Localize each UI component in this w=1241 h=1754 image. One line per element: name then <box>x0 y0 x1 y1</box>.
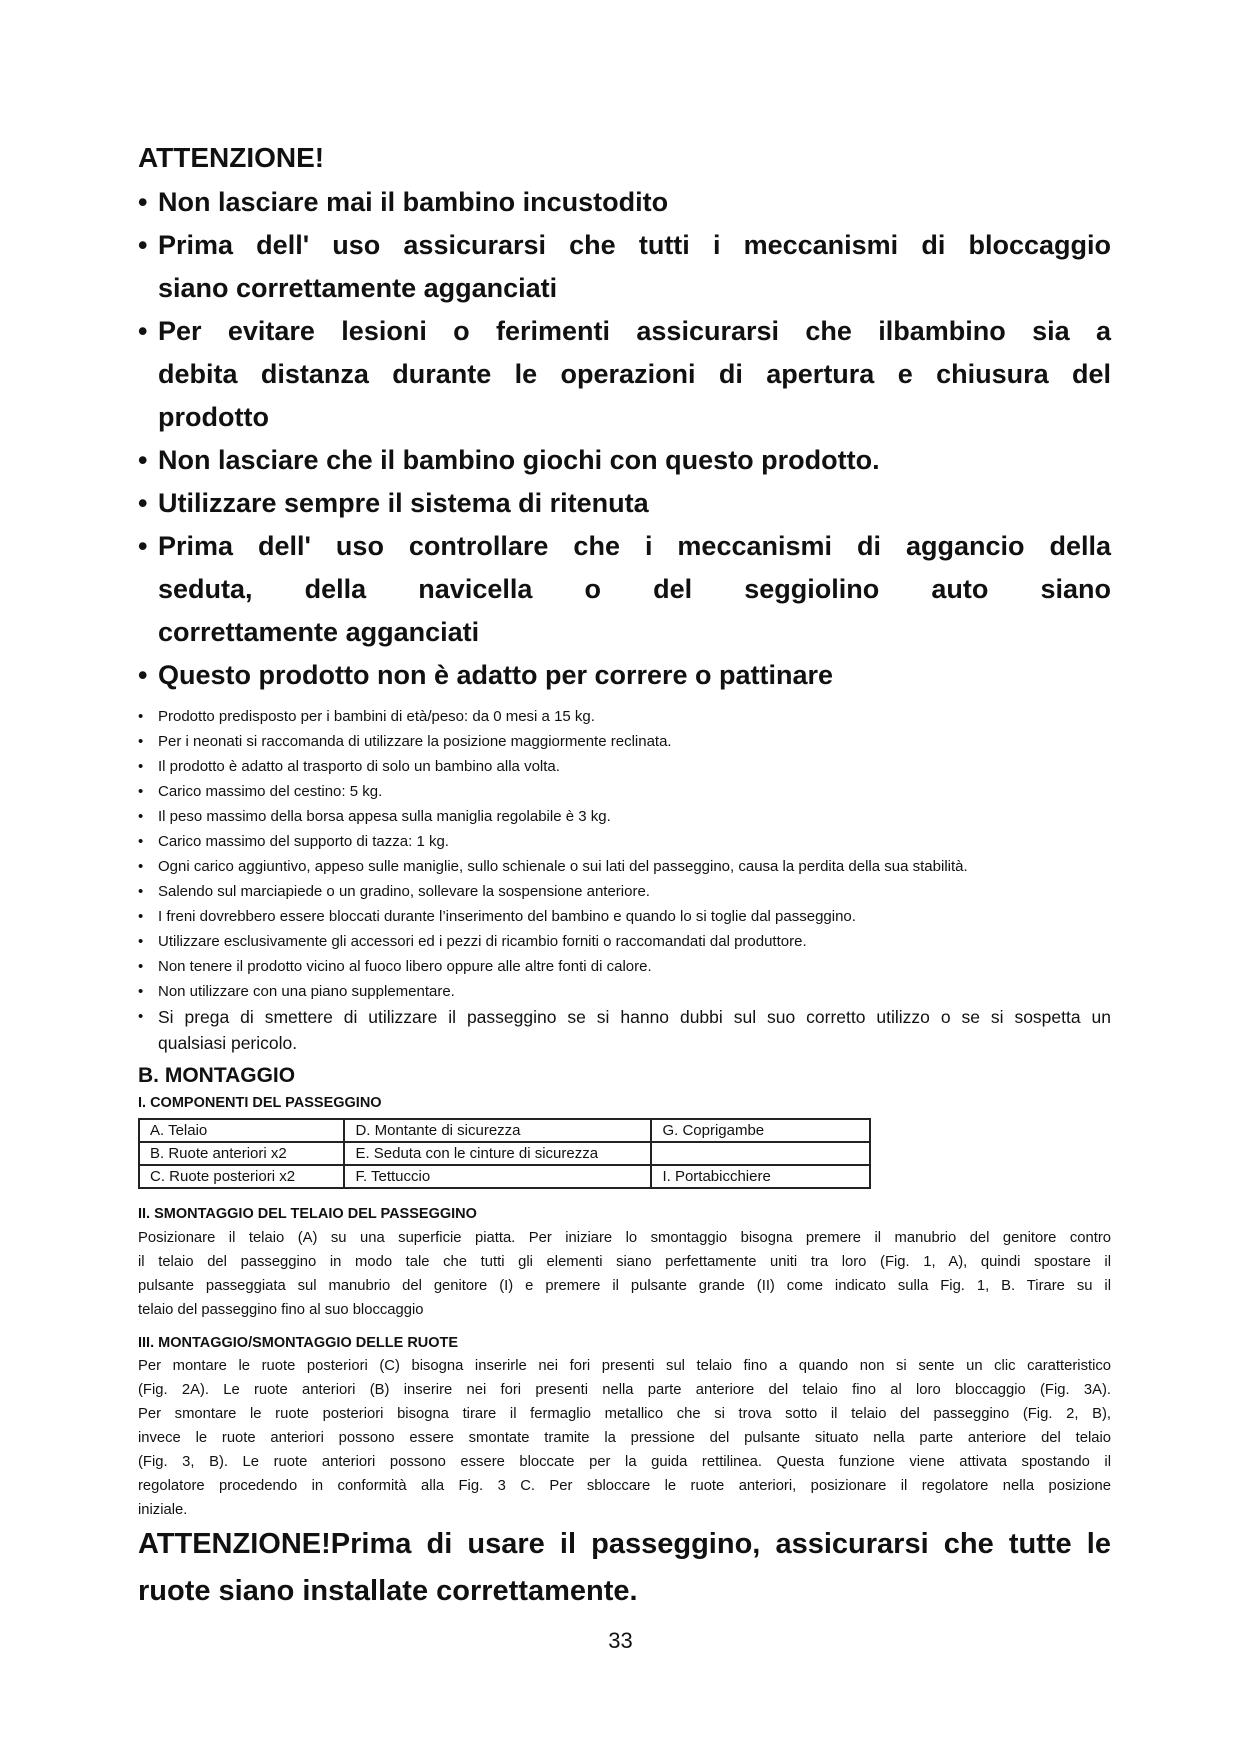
table-cell: E. Seduta con le cinture di sicurezza <box>344 1142 651 1165</box>
note-line: Carico massimo del supporto di tazza: 1 kg. <box>158 833 449 850</box>
table-cell: I. Portabicchiere <box>651 1165 870 1188</box>
bullet-icon: • <box>138 488 148 518</box>
table-cell: A. Telaio <box>139 1119 344 1142</box>
bullet-icon: • <box>138 445 148 475</box>
bullet-icon: • <box>138 933 144 950</box>
safety-note <box>138 754 1111 779</box>
table-row <box>139 1119 870 1142</box>
paragraph-line: invece le ruote anteriori possono essere smontate tramite la pressione del pulsante situato nella parte anteriore del telaio <box>138 1430 1111 1446</box>
bullet-icon: • <box>138 187 148 217</box>
note-line: Non utilizzare con una piano supplementare. <box>158 983 455 1000</box>
warning-line: seduta, della navicella o del seggiolino auto siano <box>158 574 1111 604</box>
frame-disassembly-text <box>138 1226 1111 1322</box>
warning-line: Non lasciare mai il bambino incustodito <box>158 187 669 217</box>
warning-line: Utilizzare sempre il sistema di ritenuta <box>158 488 649 518</box>
bullet-icon: • <box>138 708 144 725</box>
bullet-icon: • <box>138 230 148 260</box>
warning-line: correttamente agganciati <box>158 617 480 647</box>
warning-item <box>138 439 1111 482</box>
bullet-icon: • <box>138 808 144 825</box>
paragraph-line: pulsante passeggiata sul manubrio del genitore (I) e premere il pulsante grande (II) come indicato sulla Fig. 1, B. Tirare su il <box>138 1278 1111 1294</box>
warning-line: prodotto <box>158 402 269 432</box>
paragraph-line: Per smontare le ruote posteriori bisogna tirare il fermaglio metallico che si trova sotto il telaio del passeggino (Fig. 2, B), <box>138 1406 1111 1422</box>
paragraph-line: ruote siano installate correttamente. <box>138 1575 638 1607</box>
table-cell: G. Coprigambe <box>651 1119 870 1142</box>
bullet-icon: • <box>138 983 144 1000</box>
safety-note <box>138 779 1111 804</box>
table-cell: B. Ruote anteriori x2 <box>139 1142 344 1165</box>
safety-note <box>138 979 1111 1004</box>
bullet-icon: • <box>138 783 144 800</box>
table-cell: F. Tettuccio <box>344 1165 651 1188</box>
table-cell <box>651 1142 870 1165</box>
bullet-icon: • <box>138 858 144 875</box>
bullet-icon: • <box>138 1008 144 1025</box>
table-row <box>139 1165 870 1188</box>
safety-note <box>138 829 1111 854</box>
safety-note <box>138 904 1111 929</box>
paragraph-line: ATTENZIONE!Prima di usare il passeggino, assicurarsi che tutte le <box>138 1528 1111 1560</box>
note-line: Non tenere il prodotto vicino al fuoco libero oppure alle altre fonti di calore. <box>158 958 652 975</box>
paragraph-line: (Fig. 2A). Le ruote anteriori (B) inserire nei fori presenti nella parte anteriore del telaio fino al loro bloccaggio (Fig. 3A). <box>138 1382 1111 1398</box>
warning-item <box>138 654 1111 697</box>
warning-line: siano correttamente agganciati <box>158 273 558 303</box>
final-warning <box>138 1521 1111 1615</box>
warning-line: Non lasciare che il bambino giochi con questo prodotto. <box>158 445 880 475</box>
page-number: 33 <box>608 1628 633 1653</box>
warning-item <box>138 181 1111 224</box>
bullet-icon: • <box>138 758 144 775</box>
safety-note <box>138 704 1111 729</box>
warning-item <box>138 310 1111 439</box>
paragraph-line: Posizionare il telaio (A) su una superficie piatta. Per iniziare lo smontaggio bisogna premere il manubrio del genitore contro <box>138 1230 1111 1246</box>
note-line: Salendo sul marciapiede o un gradino, sollevare la sospensione anteriore. <box>158 883 650 900</box>
warning-line: Per evitare lesioni o ferimenti assicurarsi che ilbambino sia a <box>158 316 1111 346</box>
note-line: Il prodotto è adatto al trasporto di solo un bambino alla volta. <box>158 758 560 775</box>
paragraph-line: (Fig. 3, B). Le ruote anteriori possono essere bloccate per la guida rettilinea. Questa funzione viene attivata spostando il <box>138 1454 1111 1470</box>
components-title: I. COMPONENTI DEL PASSEGGINO <box>138 1095 382 1111</box>
note-line: I freni dovrebbero essere bloccati durante l’inserimento del bambino e quando lo si toglie dal passeggino. <box>158 908 856 925</box>
bullet-icon: • <box>138 883 144 900</box>
bullet-icon: • <box>138 733 144 750</box>
safety-note <box>138 879 1111 904</box>
wheels-title: III. MONTAGGIO/SMONTAGGIO DELLE RUOTE <box>138 1335 459 1351</box>
bullet-icon: • <box>138 531 148 561</box>
table-cell: D. Montante di sicurezza <box>344 1119 651 1142</box>
safety-note <box>138 729 1111 754</box>
paragraph-line: Per montare le ruote posteriori (C) bisogna inserirle nei fori presenti sul telaio fino a quando non si sente un clic caratteristico <box>138 1358 1111 1374</box>
warning-line: Prima dell' uso controllare che i meccanismi di aggancio della <box>158 531 1111 561</box>
bullet-icon: • <box>138 833 144 850</box>
warning-line: Prima dell' uso assicurarsi che tutti i meccanismi di bloccaggio <box>158 230 1111 260</box>
bullet-icon: • <box>138 316 148 346</box>
wheels-text <box>138 1354 1111 1522</box>
bullet-icon: • <box>138 660 148 690</box>
safety-notes-list <box>138 704 1111 1056</box>
note-line: Ogni carico aggiuntivo, appeso sulle maniglie, sullo schienale o sui lati del passeggino, causa la perdita della sua stabilità. <box>158 858 968 875</box>
safety-note <box>138 954 1111 979</box>
warning-title: ATTENZIONE! <box>138 142 325 173</box>
warning-item <box>138 525 1111 654</box>
note-line: Si prega di smettere di utilizzare il passeggino se si hanno dubbi sul suo corretto utilizzo o se si sospetta un <box>158 1007 1111 1027</box>
safety-note <box>138 929 1111 954</box>
safety-note <box>138 804 1111 829</box>
paragraph-line: telaio del passeggino fino al suo bloccaggio <box>138 1302 424 1318</box>
note-line: Utilizzare esclusivamente gli accessori ed i pezzi di ricambio forniti o raccomandati dal produttore. <box>158 933 807 950</box>
warning-item <box>138 482 1111 525</box>
bullet-icon: • <box>138 908 144 925</box>
safety-note <box>138 854 1111 879</box>
safety-note <box>138 1004 1111 1056</box>
warning-line: debita distanza durante le operazioni di apertura e chiusura del <box>158 359 1111 389</box>
components-table <box>138 1118 871 1189</box>
note-line: Il peso massimo della borsa appesa sulla maniglia regolabile è 3 kg. <box>158 808 611 825</box>
section-b-title: B. MONTAGGIO <box>138 1064 296 1087</box>
main-warning-list <box>138 181 1111 697</box>
table-row <box>139 1142 870 1165</box>
warning-line: Questo prodotto non è adatto per correre o pattinare <box>158 660 834 690</box>
paragraph-line: iniziale. <box>138 1502 188 1518</box>
note-line: qualsiasi pericolo. <box>158 1033 298 1053</box>
note-line: Prodotto predisposto per i bambini di età/peso: da 0 mesi a 15 kg. <box>158 708 595 725</box>
frame-disassembly-title: II. SMONTAGGIO DEL TELAIO DEL PASSEGGINO <box>138 1206 477 1222</box>
note-line: Per i neonati si raccomanda di utilizzare la posizione maggiormente reclinata. <box>158 733 672 750</box>
bullet-icon: • <box>138 958 144 975</box>
note-line: Carico massimo del cestino: 5 kg. <box>158 783 383 800</box>
paragraph-line: regolatore procedendo in conformità alla Fig. 3 C. Per sbloccare le ruote anteriori, posizionare il regolatore nella posizione <box>138 1478 1111 1494</box>
warning-item <box>138 224 1111 310</box>
paragraph-line: il telaio del passeggino in modo tale che tutti gli elementi siano perfettamente uniti tra loro (Fig. 1, A), quindi spostare il <box>138 1254 1111 1270</box>
table-cell: C. Ruote posteriori x2 <box>139 1165 344 1188</box>
